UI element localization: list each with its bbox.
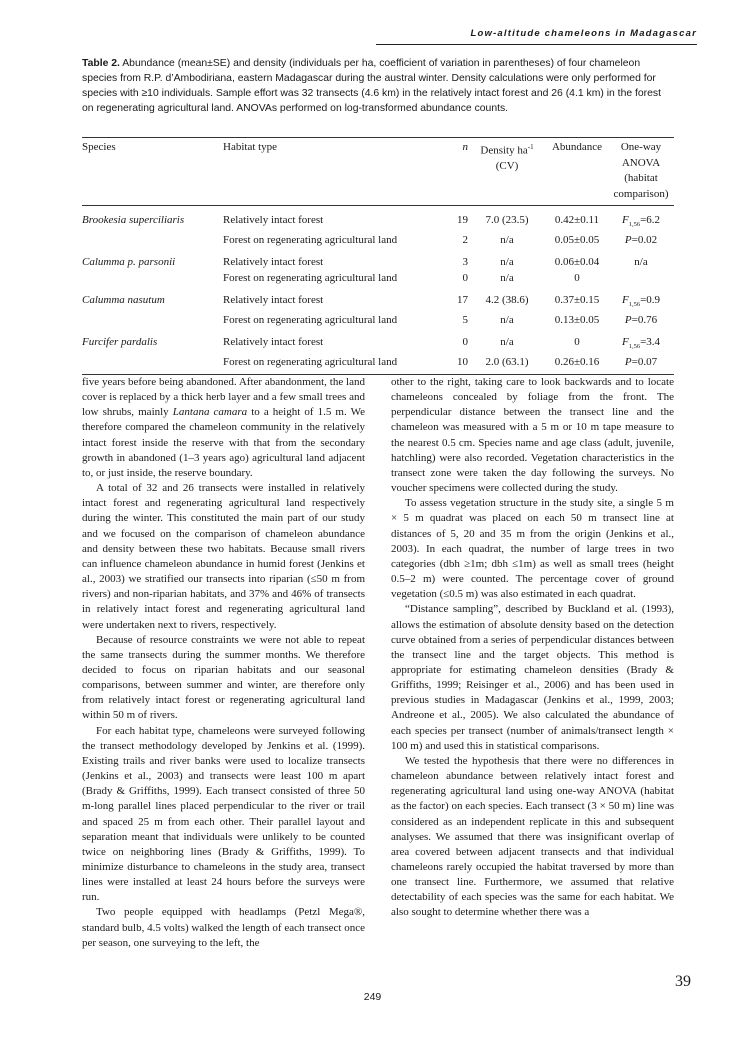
abundance-cell: 0.26±0.16 bbox=[554, 356, 600, 369]
f-symbol: F bbox=[621, 294, 629, 307]
abundance-cell: 0 bbox=[574, 336, 580, 349]
anova-p-cell bbox=[608, 355, 674, 374]
paragraph bbox=[82, 375, 365, 481]
abundance-cell: 0.13±0.05 bbox=[554, 313, 600, 326]
species-cell: Calumma nasutum bbox=[82, 294, 165, 307]
anova-f-cell bbox=[608, 328, 674, 355]
paragraph: A total of 32 and 26 transects were installed in relatively intact forest and regenerating agricultural land respectively during the winter. This constituted the main part of our study and we focused on the comparison of chameleon abundance and density between these two habitats. Because small rivers can influence chameleon abundance in humid forest (Jenkins et al., 2003) we stratified our transects into riparian (≤50 m from rivers) and non-riparian habitats, and 37% and 46% of transects in relatively intact forest and regenerating agricultural land were undertaken next to rivers, respectively. bbox=[82, 482, 365, 631]
species-cell: Calumma p. parsonii bbox=[82, 256, 176, 269]
abundance-table bbox=[82, 137, 674, 375]
header-density-cv: (CV) bbox=[495, 160, 519, 173]
journal-page-number: 39 bbox=[675, 973, 691, 990]
header-habitat: Habitat type bbox=[223, 138, 438, 206]
table-caption bbox=[82, 56, 674, 116]
p-value: =0.76 bbox=[631, 313, 658, 326]
f-value: =3.4 bbox=[640, 336, 661, 349]
habitat-cell: Forest on regenerating agricultural land bbox=[223, 271, 398, 284]
header-density-label: Density ha bbox=[480, 144, 528, 157]
header-density bbox=[468, 138, 546, 206]
table-row bbox=[82, 271, 674, 287]
density-cell: n/a bbox=[500, 256, 514, 269]
table-row bbox=[82, 328, 674, 355]
abundance-cell: 0.05±0.05 bbox=[554, 233, 600, 246]
density-cell: n/a bbox=[500, 271, 514, 284]
f-df: 1,56 bbox=[628, 221, 641, 229]
paragraph: “Distance sampling”, described by Buckland et al. (1993), allows the estimation of absolute density based on the detection curve obtained from a series of perpendicular distances between the transect line and the target objects. This method is appropriate for estimating chameleon densities (Brady & Griffiths, 1999; Reisinger et al., 2006) and has been used in previous studies in Madagascar (Jenkins et al., 1999, 2003; Andreone et al., 2005). We also calculated the abundance of each species per transect (number of animals/transect length × 100 m) and used this in statistical comparisons. bbox=[391, 603, 674, 752]
paragraph: other to the right, taking care to look backwards and to locate chameleons concealed by foliage from the front. The perpendicular distance between the transect line and the chameleon was measured with a 5 m or 10 m tape measure to the nearest 0.5 cm. Species name and age class (adult, juvenile, hatchling) were also recorded. Vegetation characteristics in the transect zone were taken the day following the surveys. No voucher specimens were collected during the study. bbox=[391, 376, 674, 495]
table-row bbox=[82, 355, 674, 374]
anova-p-cell bbox=[608, 233, 674, 249]
density-cell: n/a bbox=[500, 313, 514, 326]
n-cell: 5 bbox=[462, 313, 468, 326]
habitat-cell: Forest on regenerating agricultural land bbox=[223, 356, 398, 369]
header-density-sup: -1 bbox=[527, 143, 534, 151]
density-cell: 4.2 (38.6) bbox=[485, 294, 529, 307]
p-value: =0.07 bbox=[631, 356, 658, 369]
f-symbol: F bbox=[621, 214, 629, 226]
habitat-cell: Relatively intact forest bbox=[223, 336, 324, 349]
abundance-cell: 0.42±0.11 bbox=[554, 214, 600, 226]
table-caption-text: Abundance (mean±SE) and density (individuals per ha, coefficient of variation in parentheses) of four chameleon species from R.P. d’Ambodiriana, eastern Madagascar during the austral winter. Density calculations were only performed for species with ≥10 individuals. Sample effort was 32 transects (4.6 km) in the relatively intact forest and 26 (4.1 km) in the forest on regenerating agricultural land. ANOVAs performed on log-transformed abundance counts. bbox=[82, 58, 661, 114]
f-value: =6.2 bbox=[640, 214, 661, 226]
anova-cell: n/a bbox=[634, 256, 648, 269]
table-row bbox=[82, 233, 674, 249]
habitat-cell: Forest on regenerating agricultural land bbox=[223, 233, 398, 246]
f-df: 1,56 bbox=[628, 301, 641, 309]
anova-f-cell bbox=[608, 206, 674, 233]
paragraph: Two people equipped with headlamps (Petzl Mega®, standard bulb, 4.5 volts) walked the length of each transect once per season, one surveying to the left, the bbox=[82, 906, 365, 949]
n-cell: 2 bbox=[462, 233, 468, 246]
f-value: =0.9 bbox=[640, 294, 661, 307]
table-header-row bbox=[82, 138, 674, 206]
habitat-cell: Forest on regenerating agricultural land bbox=[223, 313, 398, 326]
paragraph: We tested the hypothesis that there were no differences in chameleon abundance between relatively intact forest and regenerating agricultural land using one-way ANOVA (habitat as the factor) on each species. Each transect (3 × 50 m) line was considered as an independent replicate in this and subsequent analyses. We assumed that there was insignificant overlap of area covered between adjacent transects and that individual chameleons rarely occupied the habitat traversed by more than one transect line. Furthermore, we assumed that relative detectability of each species was the same for each habitat. We also sought to determine whether there was a bbox=[391, 754, 674, 919]
n-cell: 0 bbox=[462, 271, 468, 284]
header-n: n bbox=[438, 138, 468, 206]
density-cell: 2.0 (63.1) bbox=[485, 356, 529, 369]
n-cell: 19 bbox=[457, 214, 468, 226]
p-symbol: P bbox=[624, 356, 632, 369]
species-cell: Furcifer pardalis bbox=[82, 336, 158, 349]
table-row bbox=[82, 313, 674, 329]
n-cell: 0 bbox=[462, 336, 468, 349]
abundance-cell: 0 bbox=[574, 271, 580, 284]
folio-number: 249 bbox=[363, 991, 382, 1003]
p-symbol: P bbox=[624, 313, 632, 326]
p-value: =0.02 bbox=[631, 233, 658, 246]
table-row bbox=[82, 206, 674, 233]
anova-f-cell bbox=[608, 286, 674, 313]
anova-p-cell bbox=[608, 313, 674, 329]
header-abundance: Abundance bbox=[546, 138, 608, 206]
paragraph: For each habitat type, chameleons were surveyed following the transect methodology developed by Jenkins et al. (1999). Existing trails and river banks were used to localize transects (Jenkins et al., 2003) and transects were least 100 m apart (Brady & Griffiths, 1999). Each transect consisted of three 50 m-long parallel lines placed perpendicular to the river or trail and spaced 25 m from each other. Their parallel layout and separation meant that individuals were unlikely to be counted twice on neighboring lines (Brady & Griffiths, 1999). To minimize disturbance to chameleons in the study area, transect lines were installed at least 24 hours before the surveys were run. bbox=[82, 724, 365, 904]
species-cell: Brookesia superciliaris bbox=[82, 214, 185, 226]
density-cell: n/a bbox=[500, 336, 514, 349]
header-anova-4: comparison) bbox=[613, 187, 669, 200]
header-anova-1: One-way bbox=[620, 141, 662, 153]
running-head: Low-altitude chameleons in Madagascar bbox=[376, 28, 697, 45]
n-cell: 17 bbox=[457, 294, 468, 307]
header-species: Species bbox=[82, 138, 223, 206]
body-column-right bbox=[391, 375, 674, 921]
abundance-cell: 0.37±0.15 bbox=[554, 294, 600, 307]
p-symbol: P bbox=[624, 233, 632, 246]
paragraph-text: to a height of 1.5 m. We therefore compared the chameleon community in the relatively intact forest inside the reserve with that from the secondary growth in abandoned (1–3 years ago) agricultural land adjacent to, or just inside, the reserve boundary. bbox=[82, 406, 365, 479]
habitat-cell: Relatively intact forest bbox=[223, 256, 324, 269]
density-cell: 7.0 (23.5) bbox=[485, 214, 529, 226]
species-name: Lantana camara bbox=[172, 406, 248, 419]
abundance-cell: 0.06±0.04 bbox=[554, 256, 600, 269]
table-row bbox=[82, 286, 674, 313]
header-anova-2: ANOVA bbox=[621, 156, 661, 169]
habitat-cell: Relatively intact forest bbox=[223, 214, 324, 226]
paragraph: To assess vegetation structure in the study site, a single 5 m × 5 m quadrat was placed on each 50 m transect line at distances of 5, 20 and 35 m from the origin (Jenkins et al., 2003). In each quadrat, the number of large trees in two categories (dbh ≥1m; dbh ≤1m) as well as small trees (height 0.5–2 m) were counted. The percentage cover of ground vegetation (≤0.5 m) was also estimated in each quadrat. bbox=[391, 497, 674, 601]
n-cell: 10 bbox=[457, 356, 468, 369]
paragraph: Because of resource constraints we were not able to repeat the same transects during the summer months. We therefore decided to focus on riparian habitats and our seasonal comparisons, between summer and winter, are therefore only from relatively intact forest or regenerating agricultural land within 50 m of rivers. bbox=[82, 633, 365, 722]
habitat-cell: Relatively intact forest bbox=[223, 294, 324, 307]
f-symbol: F bbox=[621, 336, 629, 349]
density-cell: n/a bbox=[500, 233, 514, 246]
paragraph-text: five years before being abandoned. After abandonment, the land cover is replaced by a thick herb layer and a few small trees and low shrubs, mainly bbox=[82, 376, 365, 419]
body-column-left bbox=[82, 375, 365, 951]
header-anova bbox=[608, 138, 674, 206]
table-row bbox=[82, 248, 674, 271]
table-label: Table 2. bbox=[82, 58, 120, 69]
header-anova-3: (habitat bbox=[624, 172, 658, 184]
n-cell: 3 bbox=[462, 256, 468, 269]
f-df: 1,56 bbox=[628, 343, 641, 351]
